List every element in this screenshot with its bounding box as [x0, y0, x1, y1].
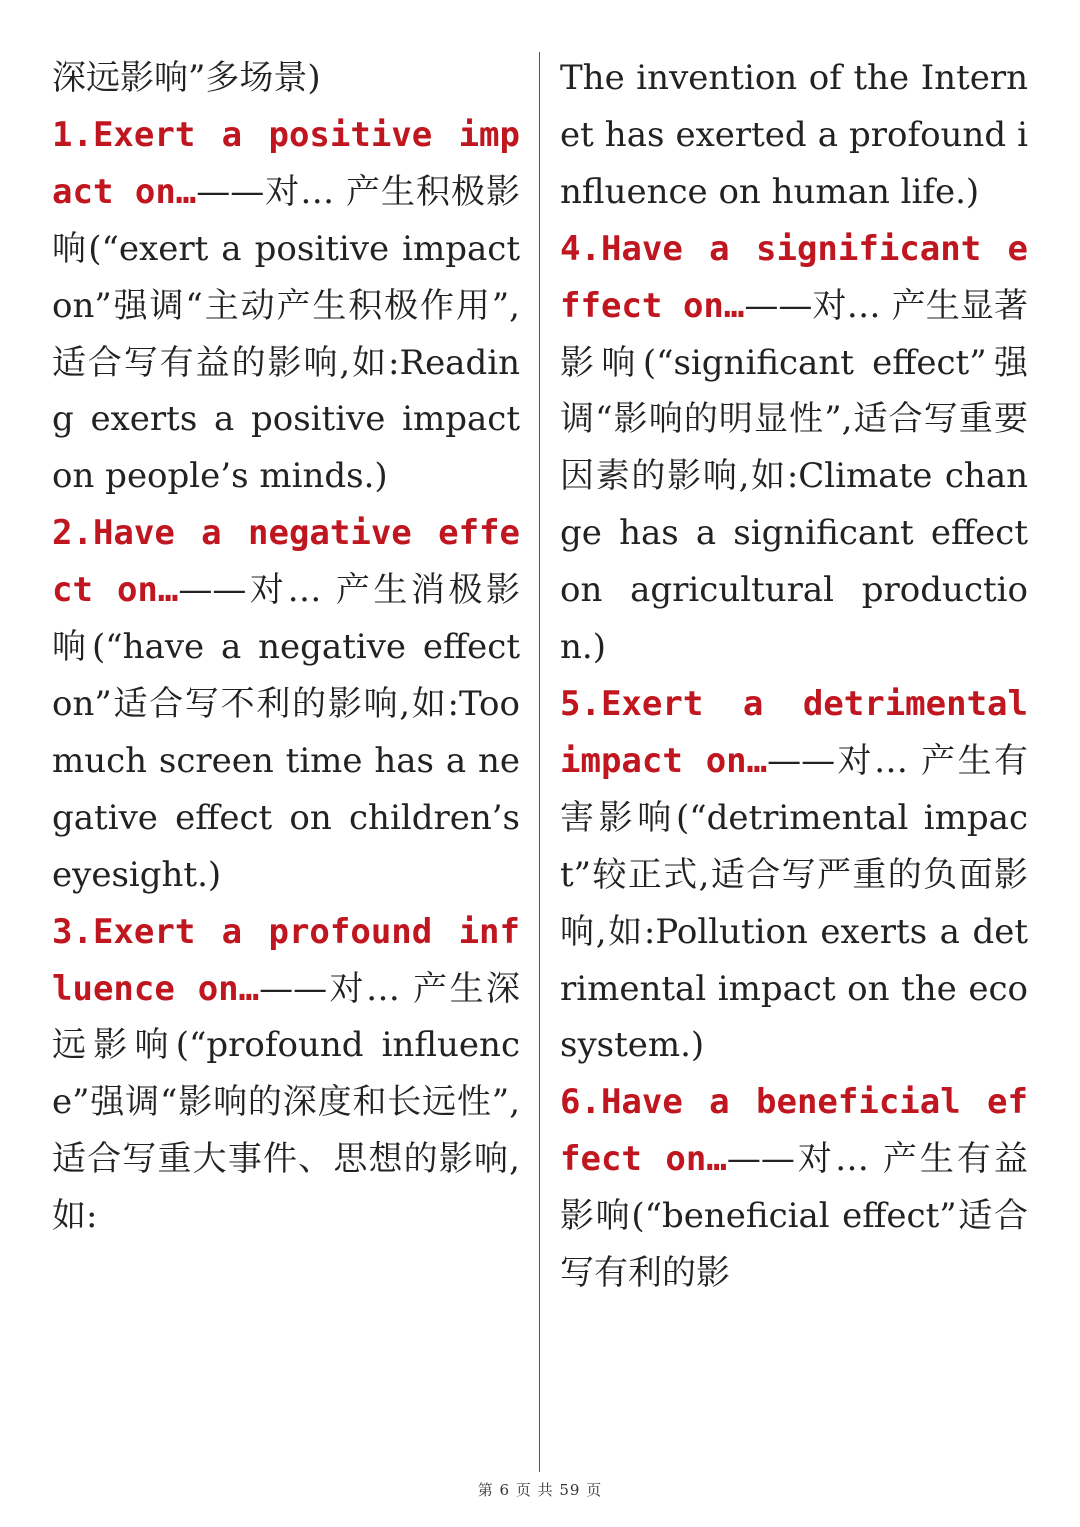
left-column — [52, 50, 520, 1245]
phrase-heading-6: 6.Have a beneficial effect on… — [560, 1082, 1028, 1180]
phrase-meaning-5: ——对… 产生有害影响(“detrimental impact”较正式,适合写严重的负面影响,如:Pollution exerts a detrimental impact on the ecosystem.) — [560, 740, 1029, 1066]
phrase-heading-4: 4.Have a significant effect on… — [560, 228, 1028, 326]
intro-continuation: 深远影响”多场景) — [52, 58, 321, 98]
phrase-meaning-2: ——对… 产生消极影响(“have a negative effect on”适合写不利的影响,如:Too much screen time has a negative effect on children’s eyesight.) — [52, 570, 520, 895]
phrase-meaning-1: ——对… 产生积极影响(“exert a positive impact on”强调“主动产生积极作用”,适合写有益的影响,如:Reading exerts a positive impact on people’s minds.) — [52, 171, 520, 497]
phrase-meaning-6: ——对… 产生有益影响(“beneficial effect”适合写有利的影 — [560, 1139, 1028, 1294]
phrase-entry-5 — [560, 676, 1028, 1074]
phrase-heading-1: 1.Exert a positive impact on… — [52, 114, 520, 212]
phrase-entry-2 — [52, 505, 520, 903]
right-column — [560, 50, 1028, 1302]
phrase-heading-5: 5.Exert a detrimental impact on… — [560, 683, 1028, 781]
phrase-meaning-3: ——对… 产生深远影响(“profound influence”强调“影响的深度和长远性”,适合写重大事件、思想的影响,如: — [52, 968, 521, 1237]
phrase-heading-3: 3.Exert a profound influence on… — [52, 911, 520, 1009]
phrase-entry-1 — [52, 107, 520, 505]
phrase-entry-6 — [560, 1074, 1028, 1302]
phrase-entry-4 — [560, 221, 1028, 676]
column-divider — [539, 52, 540, 1472]
phrase-heading-2: 2.Have a negative effect on… — [52, 513, 520, 611]
page-number-footer: 第 6 页 共 59 页 — [477, 1481, 603, 1499]
phrase-entry-3 — [52, 904, 520, 1245]
phrase-meaning-4: ——对… 产生显著影响(“significant effect”强调“影响的明显性”,适合写重要因素的影响,如:Climate change has a significant effect on agricultural production.) — [560, 285, 1028, 668]
example-continuation: The invention of the Internet has exerted a profound influence on human life.) — [560, 58, 1028, 212]
